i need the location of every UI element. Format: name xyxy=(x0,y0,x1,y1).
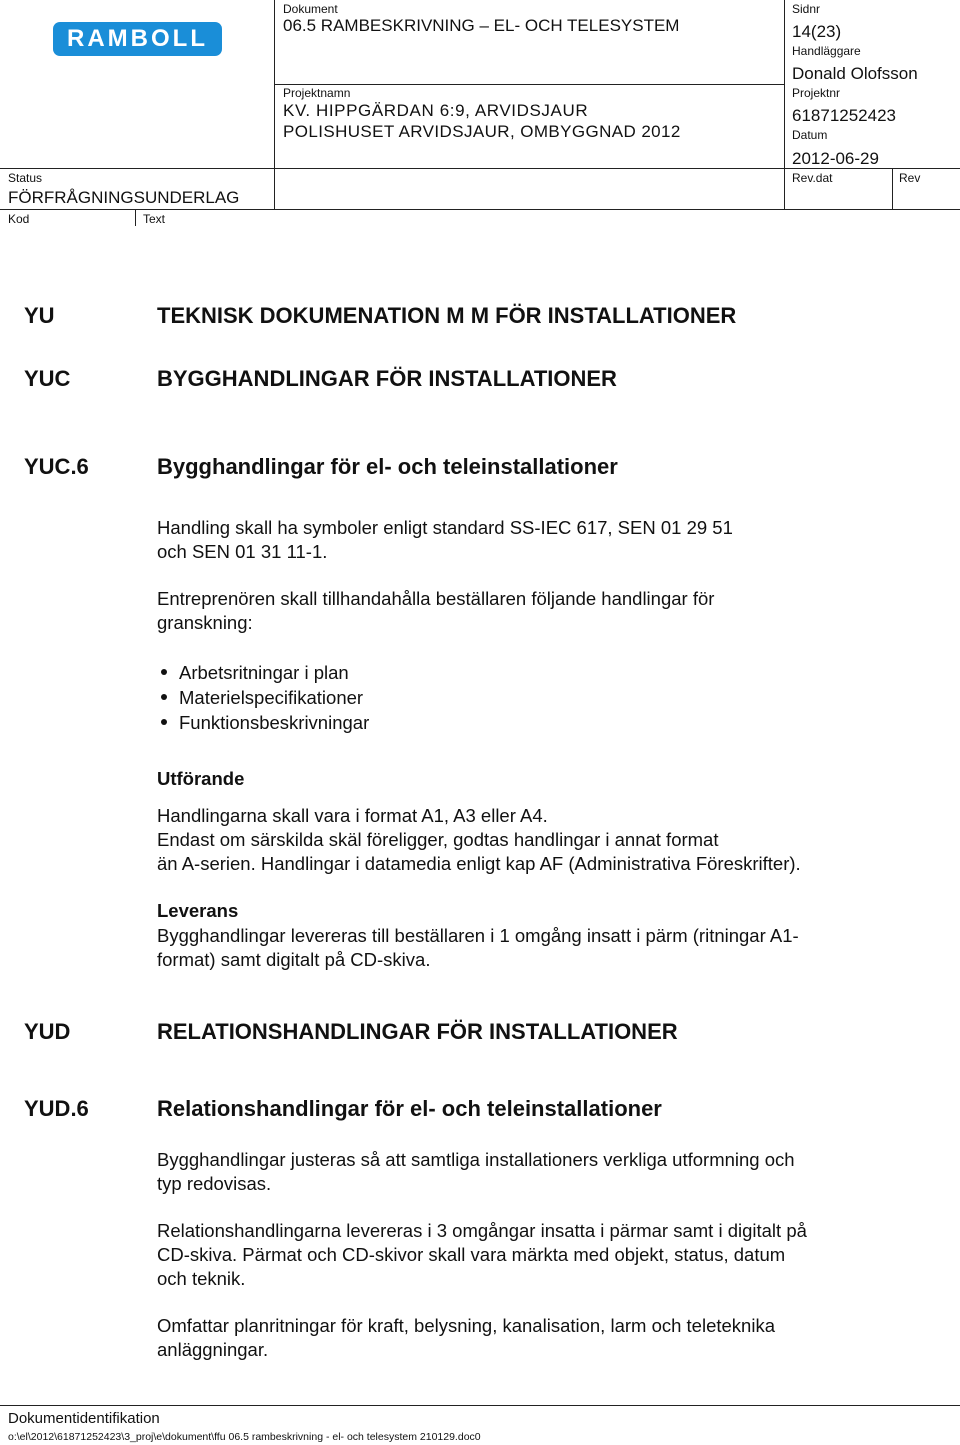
handlaggare-label: Handläggare xyxy=(792,44,861,58)
dokument-value: 06.5 RAMBESKRIVNING – EL- OCH TELESYSTEM xyxy=(283,16,680,35)
paragraph-utforande xyxy=(157,804,917,876)
rev-label: Rev xyxy=(899,171,921,185)
section-title-yuc6: Bygghandlingar för el- och teleinstallationer xyxy=(157,454,618,479)
list-item-label: Materielspecifikationer xyxy=(179,687,364,708)
bullet-icon xyxy=(161,694,167,700)
paragraph-leverans xyxy=(157,924,917,972)
header-divider xyxy=(892,169,893,209)
dokument-label: Dokument xyxy=(283,2,338,16)
paragraph-omfattar xyxy=(157,1314,917,1362)
section-code-yuc: YUC xyxy=(24,366,71,391)
list-item xyxy=(157,660,369,685)
paragraph-line: Endast om särskilda skäl föreligger, godtas handlingar i annat format xyxy=(157,829,719,850)
paragraph-justeras xyxy=(157,1148,917,1196)
paragraph-relationshandlingar xyxy=(157,1219,917,1291)
paragraph-line: Handling skall ha symboler enligt standard SS-IEC 617, SEN 01 29 51 xyxy=(157,517,733,538)
revdat-label: Rev.dat xyxy=(792,171,833,185)
bullet-icon xyxy=(161,719,167,725)
paragraph-line: granskning: xyxy=(157,612,253,633)
status-value: FÖRFRÅGNINGSUNDERLAG xyxy=(8,188,240,207)
paragraph-line: Bygghandlingar levereras till beställaren i 1 omgång insatt i pärm (ritningar A1- xyxy=(157,925,799,946)
subheading-utforande: Utförande xyxy=(157,768,245,789)
datum-label: Datum xyxy=(792,128,828,142)
list-item-label: Arbetsritningar i plan xyxy=(179,662,349,683)
paragraph-line: Bygghandlingar justeras så att samtliga installationers verkliga utformning och xyxy=(157,1149,795,1170)
projektnr-value: 61871252423 xyxy=(792,106,897,125)
status-label: Status xyxy=(8,171,43,185)
paragraph-line: format) samt digitalt på CD-skiva. xyxy=(157,949,431,970)
ramboll-logo xyxy=(53,22,222,56)
header-divider xyxy=(0,209,960,210)
subheading-leverans: Leverans xyxy=(157,900,239,921)
logo-text: RAMBOLL xyxy=(67,25,208,52)
paragraph-line: CD-skiva. Pärmat och CD-skivor skall vara märkta med objekt, status, datum xyxy=(157,1244,786,1265)
list-item-label: Funktionsbeskrivningar xyxy=(179,712,370,733)
list-item xyxy=(157,710,369,735)
section-code-yu: YU xyxy=(24,303,55,328)
paragraph-line: Omfattar planritningar för kraft, belysning, kanalisation, larm och teleteknika xyxy=(157,1315,775,1336)
handlaggare-value: Donald Olofsson xyxy=(792,64,918,83)
footer-label: Dokumentidentifikation xyxy=(8,1410,160,1427)
footer-path: o:\el\2012\61871252423\3_proj\e\dokument\ffu 06.5 rambeskrivning - el- och telesystem 210129.doc0 xyxy=(8,1431,481,1443)
paragraph-line: och SEN 01 31 11-1. xyxy=(157,541,328,562)
sidnr-label: Sidnr xyxy=(792,2,821,16)
header-divider xyxy=(274,84,784,85)
section-title-yud6: Relationshandlingar för el- och teleinstallationer xyxy=(157,1096,662,1121)
text-label: Text xyxy=(143,212,166,226)
sidnr-value: 14(23) xyxy=(792,22,842,41)
paragraph-line: typ redovisas. xyxy=(157,1173,272,1194)
paragraph-line: än A-serien. Handlingar i datamedia enligt kap AF (Administrativa Föreskrifter). xyxy=(157,853,801,874)
projektnr-label: Projektnr xyxy=(792,86,841,100)
header-divider xyxy=(135,210,136,226)
bullet-icon xyxy=(161,669,167,675)
datum-value: 2012-06-29 xyxy=(792,149,879,168)
paragraph-line: anläggningar. xyxy=(157,1339,269,1360)
projektnamn-label: Projektnamn xyxy=(283,86,351,100)
section-title-yuc: BYGGHANDLINGAR FÖR INSTALLATIONER xyxy=(157,366,617,391)
paragraph-entreprenoren xyxy=(157,587,917,635)
paragraph-line: Entreprenören skall tillhandahålla beställaren följande handlingar för xyxy=(157,588,715,609)
section-code-yuc6: YUC.6 xyxy=(24,454,89,479)
projektnamn-line1: KV. HIPPGÄRDAN 6:9, ARVIDSJAUR xyxy=(283,101,589,120)
kod-label: Kod xyxy=(8,212,30,226)
paragraph-symbols xyxy=(157,516,917,564)
handlingar-list xyxy=(157,660,369,735)
section-code-yud: YUD xyxy=(24,1019,71,1044)
section-title-yud: RELATIONSHANDLINGAR FÖR INSTALLATIONER xyxy=(157,1019,678,1044)
footer-divider xyxy=(0,1405,960,1406)
header-divider xyxy=(274,0,275,209)
header-divider xyxy=(784,0,785,209)
paragraph-line: Handlingarna skall vara i format A1, A3 eller A4. xyxy=(157,805,548,826)
section-code-yud6: YUD.6 xyxy=(24,1096,89,1121)
list-item xyxy=(157,685,369,710)
projektnamn-line2: POLISHUSET ARVIDSJAUR, OMBYGGNAD 2012 xyxy=(283,122,681,141)
paragraph-line: Relationshandlingarna levereras i 3 omgångar insatta i pärmar samt i digitalt på xyxy=(157,1220,807,1241)
paragraph-line: och teknik. xyxy=(157,1268,246,1289)
section-title-yu: TEKNISK DOKUMENATION M M FÖR INSTALLATIONER xyxy=(157,303,737,328)
